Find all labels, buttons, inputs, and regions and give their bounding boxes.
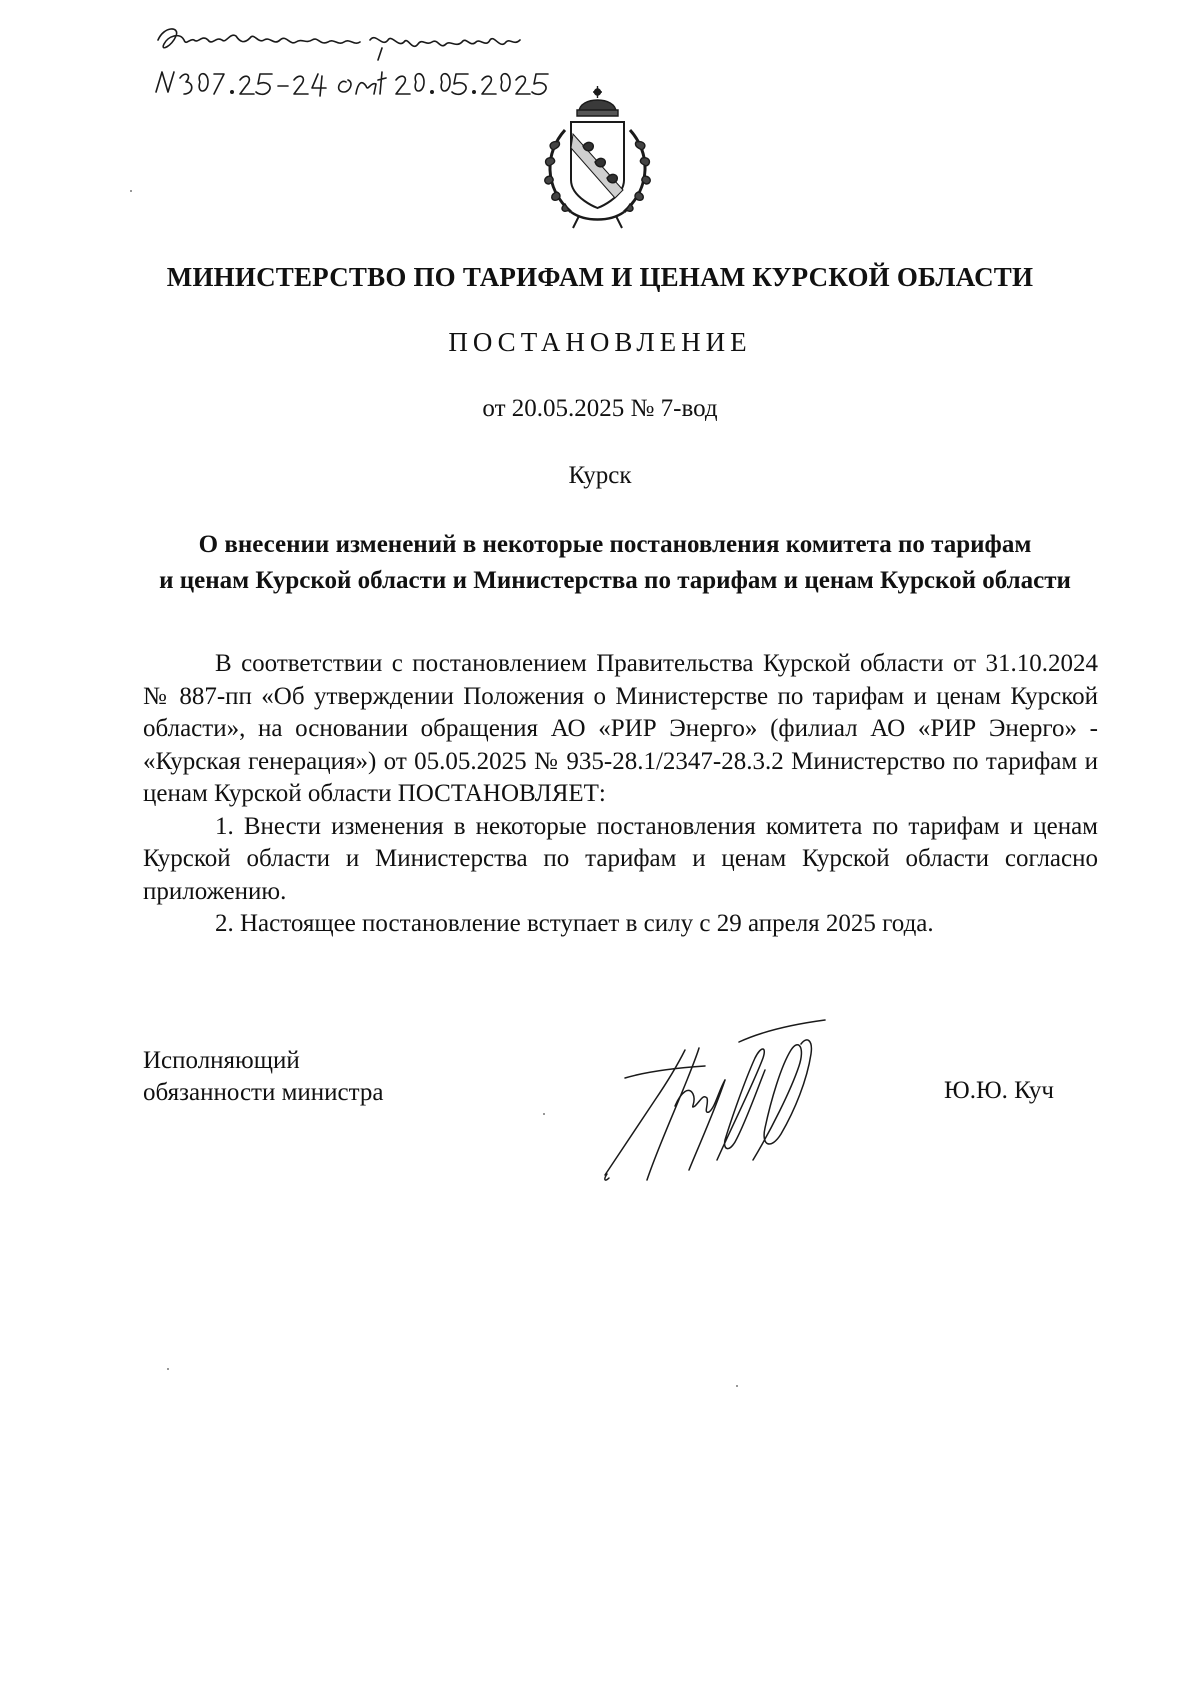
preamble-paragraph: В соответствии с постановлением Правительства Курской области от 31.10.2024 № 887-пп «Об утверждении Положения о Министерстве по тарифам и ценам Курской области», на основании обращения АО «РИР Энерго» (филиал АО «РИР Энерго» - «Курская генерация») от 05.05.2025 № 935-28.1/2347-28.3.2 Министерство по тарифам и ценам Курской области ПОСТАНОВЛЯЕТ:	[143, 650, 1098, 807]
signer-position-line: обязанности министра	[143, 1079, 384, 1106]
document-title-line: и ценам Курской области и Министерства по тарифам и ценам Курской области	[159, 567, 1071, 594]
signer-name: Ю.Ю. Куч	[944, 1077, 1055, 1104]
scan-speck	[130, 190, 132, 192]
document-city: Курск	[568, 462, 632, 489]
document-body	[143, 648, 1098, 941]
signer-position-line: Исполняющий	[143, 1047, 300, 1074]
kursk-coat-of-arms-icon	[535, 82, 660, 232]
document-date-number: от 20.05.2025 № 7-вод	[482, 395, 718, 422]
scan-speck	[167, 1368, 169, 1370]
signer-position	[143, 1045, 383, 1109]
handwritten-signature-icon	[585, 1010, 875, 1185]
document-title	[90, 527, 1140, 599]
decision-item-1: 1. Внести изменения в некоторые постановления комитета по тарифам и ценам Курской области и Министерства по тарифам и ценам Курской области согласно приложению.	[143, 812, 1098, 905]
decision-item-2: 2. Настоящее постановление вступает в силу с 29 апреля 2025 года.	[215, 910, 934, 937]
document-title-line: О внесении изменений в некоторые постановления комитета по тарифам	[198, 531, 1032, 558]
scan-speck	[543, 1113, 545, 1115]
scan-speck	[736, 1385, 738, 1387]
document-type: ПОСТАНОВЛЕНИЕ	[448, 327, 752, 357]
handwritten-registration-note	[150, 22, 570, 112]
ministry-heading: МИНИСТЕРСТВО ПО ТАРИФАМ И ЦЕНАМ КУРСКОЙ ОБЛАСТИ	[166, 262, 1034, 292]
